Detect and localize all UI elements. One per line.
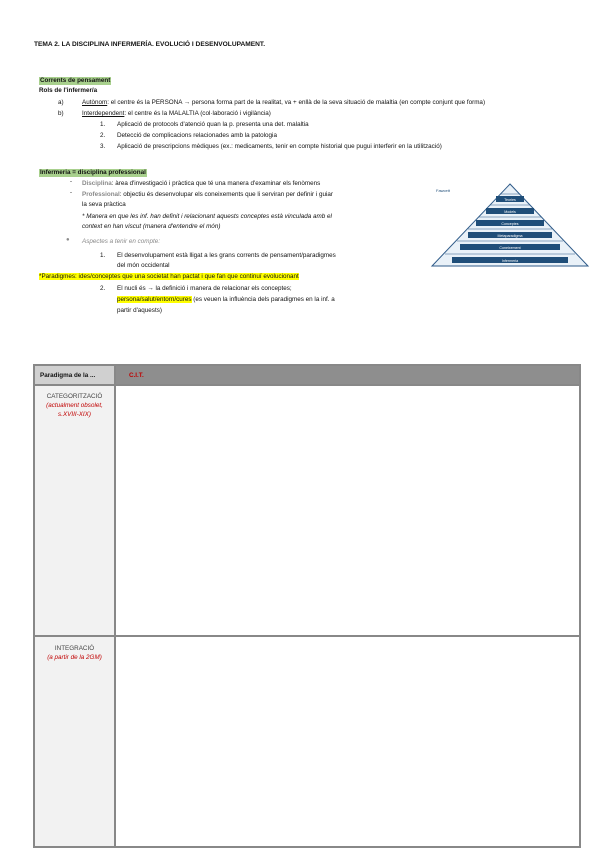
row1-sub-1: (actualment obsolet, [46, 402, 103, 409]
section-heading-corrents: Corrents de pensament [40, 77, 111, 84]
paradigm-note [39, 273, 299, 281]
professional-label: Professional [82, 191, 120, 198]
disciplina-text: : àrea d'investigació i pràctica que té una manera d'examinar els fenòmens [111, 180, 321, 187]
document-title: TEMA 2. LA DISCIPLINA INFERMERÍA. EVOLUCIÓ I DESENVOLUPAMENT. [34, 41, 266, 48]
row1-sub-2: s.XVIII-XIX) [58, 411, 91, 418]
subitem-3: Aplicació de prescripcions mèdiques (ex.: medicaments, tenir en compte historial que pugui interferir en la utilització) [117, 143, 442, 150]
subitem-marker-2: 2. [100, 132, 106, 139]
aspect-1-line-2: del món occidental [117, 262, 170, 269]
table-head-right-cell [115, 365, 580, 385]
row-categoritzacio-content-cell [115, 385, 580, 636]
list-marker-b: b) [58, 110, 64, 117]
pyramid-caption: Fawcett [436, 188, 451, 193]
rol-autonom-text: : el centre és la PERSONA → persona forma part de la realitat, va + enllà de la seva situació de malaltia (en compte conjunt que forma) [107, 99, 486, 106]
pyramid-level-4: Metaparadigma [497, 234, 523, 238]
section-subheading-rols: Rols de l'infermer/a [39, 87, 98, 94]
aspect-1-line-1: El desenvolupament està lligat a les grans corrents de pensament/paradigmes [117, 252, 336, 259]
table-head-left: Paradigma de la ... [40, 372, 96, 379]
subitem-marker-3: 3. [100, 143, 106, 150]
rol-interdependent-text: : el centre és la MALALTIA (col·laboració i vigilància) [124, 110, 271, 117]
aspect-2-rest: (es veuen la influència dels paradigmes en la inf. a [191, 296, 335, 303]
aspect-2-line-2 [117, 296, 335, 304]
subitem-1: Aplicació de protocols d'atenció quan la p. presenta una det. malaltia [117, 121, 309, 128]
disciplina-def [82, 180, 320, 188]
professional-text-2: la seva pràctica [82, 201, 126, 208]
professional-text: : objectiu és desenvolupar els coneixements que li serviran per definir i guiar [119, 191, 333, 198]
pyramid-svg [430, 182, 590, 268]
pyramid-level-5: Coneixement [499, 246, 521, 250]
table-head-right: C.I.T. [129, 372, 144, 379]
pyramid-level-3: Conceptes [501, 222, 519, 226]
aspects-label: Aspectes a tenir en compte: [82, 238, 161, 245]
aspect-2-line-1: El nucli és → la definició i manera de relacionar els conceptes; [117, 285, 292, 292]
bullet-circle: ● [66, 237, 70, 243]
pyramid-level-2: Models [504, 210, 516, 214]
paradigm-table [33, 364, 581, 848]
aspect-marker-1: 1. [100, 252, 106, 259]
row-integracio-label-cell [34, 636, 115, 847]
aspect-2-highlight: persona/salut/entorn/cures [117, 296, 192, 303]
aspect-2-line-3: partir d'aquests) [117, 307, 162, 314]
row-categoritzacio-label-cell [34, 385, 115, 636]
rol-interdependent-term: Interdependent [82, 110, 125, 117]
paradigm-note-text: *Paradigmes: ides/conceptes que una societat han pactat i que fan que continuï evolucionant [39, 273, 299, 280]
aspect-marker-2: 2. [100, 285, 106, 292]
knowledge-pyramid-diagram [430, 182, 590, 268]
pyramid-level-1: Teories [504, 198, 516, 202]
bullet-dash: - [70, 179, 72, 185]
rol-autonom-term: Autònom [82, 99, 108, 106]
quote-line-1: * Manera en que les inf. han definit i relacionant aquests conceptes està vinculada amb el [82, 213, 332, 220]
rol-autonom [82, 99, 485, 107]
rol-interdependent [82, 110, 271, 118]
disciplina-label: Disciplina [82, 180, 112, 187]
list-marker-a: a) [58, 99, 64, 106]
subitem-marker-1: 1. [100, 121, 106, 128]
subitem-2: Detecció de complicacions relacionades amb la patologia [117, 132, 277, 139]
section-heading-infermeria: Infermeria = disciplina professional [40, 169, 146, 176]
pyramid-level-6: Infermeria [501, 259, 519, 263]
quote-line-2: context en han viscut (manera d'entendre el món) [82, 223, 221, 230]
row2-label: INTEGRACIÓ [54, 645, 95, 652]
row-integracio-content-cell [115, 636, 580, 847]
row2-sub: (a partir de la 2GM) [47, 654, 102, 661]
bullet-dash: - [70, 190, 72, 196]
row1-label: CATEGORITZACIÓ [46, 393, 103, 400]
professional-def [82, 191, 333, 199]
